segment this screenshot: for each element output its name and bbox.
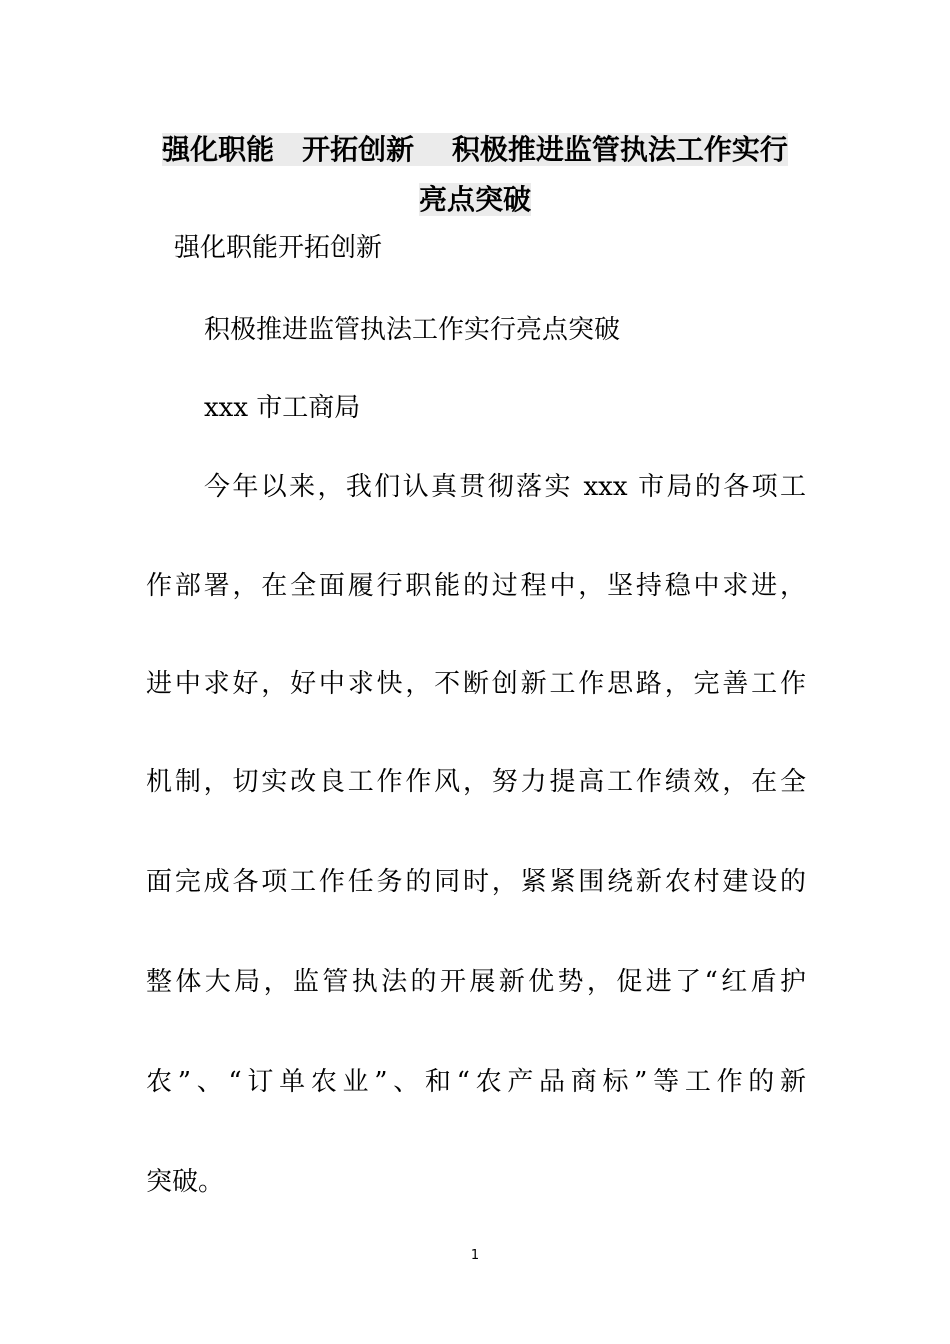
document-title-line-2 <box>0 180 950 220</box>
subtitle-2: 积极推进监管执法工作实行亮点突破 <box>204 315 621 345</box>
subtitle-1: 强化职能开拓创新 <box>174 233 383 263</box>
author-line: xxx 市工商局 <box>204 393 361 423</box>
body-line: 进中求好，好中求快，不断创新工作思路，完善工作 <box>146 669 806 699</box>
body-line: 整体大局，监管执法的开展新优势，促进了“红盾护 <box>146 967 806 997</box>
body-line: 面完成各项工作任务的同时，紧紧围绕新农村建设的 <box>146 867 806 897</box>
body-line: 今年以来，我们认真贯彻落实 xxx 市局的各项工 <box>204 472 806 502</box>
body-line: 作部署，在全面履行职能的过程中，坚持稳中求进， <box>146 571 806 601</box>
body-line: 突破。 <box>146 1167 225 1197</box>
body-line: 机制，切实改良工作作风，努力提高工作绩效，在全 <box>146 767 806 797</box>
title-text: 强化职能 开拓创新 积极推进监管执法工作实行 <box>162 133 788 166</box>
page-number: 1 <box>470 1248 480 1263</box>
document-title-line-1 <box>0 130 950 170</box>
title-text: 亮点突破 <box>418 183 531 216</box>
body-line: 农”、“订单农业”、和“农产品商标”等工作的新 <box>146 1067 806 1097</box>
